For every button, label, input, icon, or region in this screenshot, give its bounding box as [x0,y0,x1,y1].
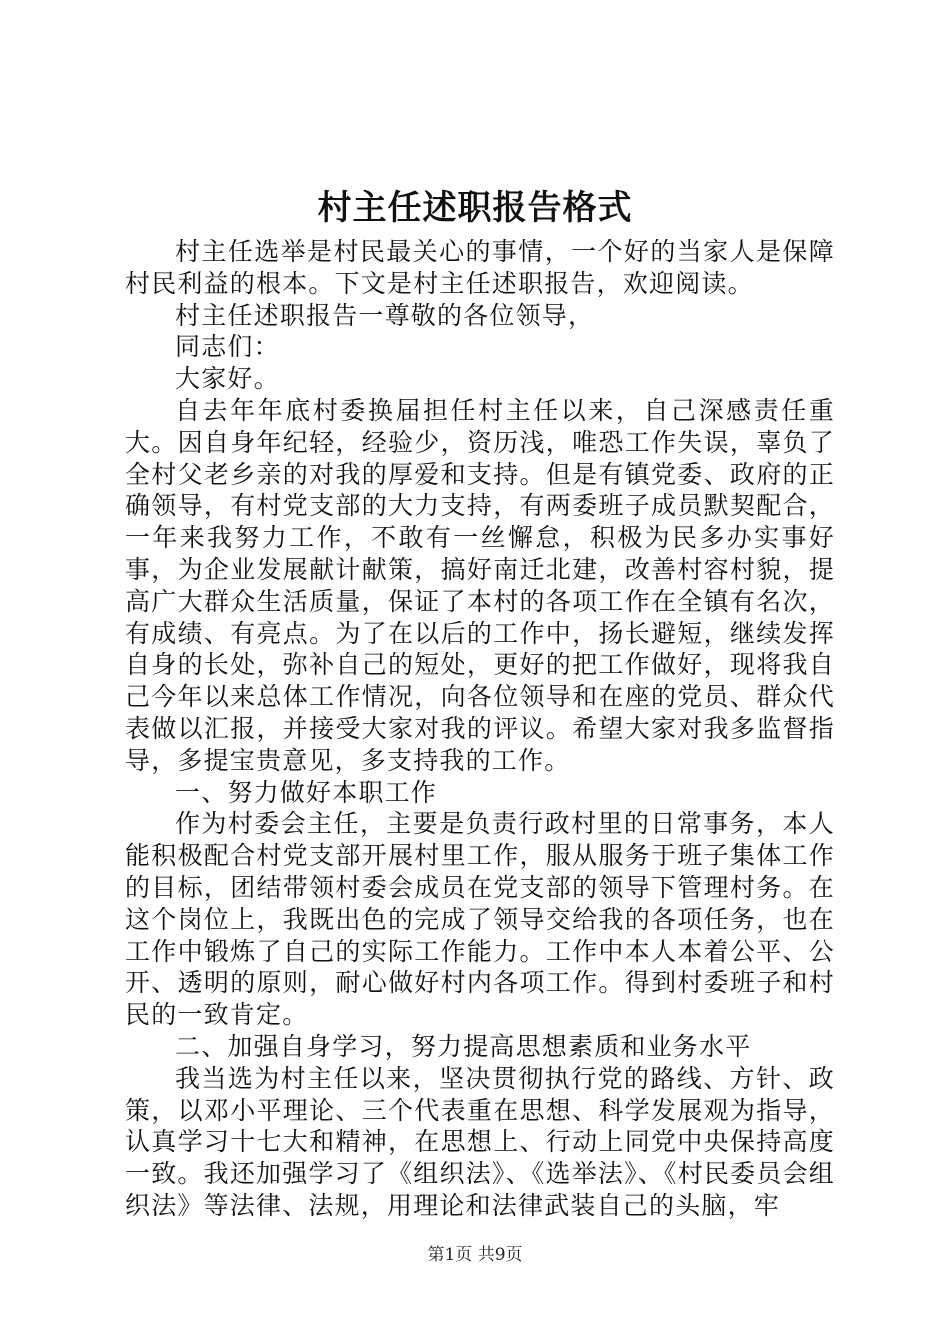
greeting-line: 大家好。 [175,364,280,394]
salutation-line: 村主任述职报告一尊敬的各位领导， [175,300,595,330]
page-footer: 第1页 共9页 [427,1245,523,1265]
opening-paragraph: 自去年年底村委换届担任村主任以来，自己深感责任重大。因自身年纪轻，经验少，资历浅，唯恐工作失误，辜负了全村父老乡亲的对我的厚爱和支持。但是有镇党委、政府的正确领导，有村党支部的大力支持，有两委班子成员默契配合，一年来我努力工作，不敢有一丝懈怠，积极为民多办实事好事，为企业发展献计献策，搞好南迁北建，改善村容村貌，提高广大群众生活质量，保证了本村的各项工作在全镇有名次，有成绩、有亮点。为了在以后的工作中，扬长避短，继续发挥自身的长处，弥补自己的短处，更好的把工作做好，现将我自己今年以来总体工作情况，向各位领导和在座的党员、群众代表做以汇报，并接受大家对我的评议。希望大家对我多监督指导，多提宝贵意见，多支持我的工作。 [125,395,835,775]
section-1-paragraph: 作为村委会主任，主要是负责行政村里的日常事务，本人能积极配合村党支部开展村里工作，服从服务于班子集体工作的目标，团结带领村委会成员在党支部的领导下管理村务。在这个岗位上，我既出色的完成了领导交给我的各项任务，也在工作中锻炼了自己的实际工作能力。工作中本人本着公平、公开、透明的原则，耐心做好村内各项工作。得到村委班子和村民的一致肯定。 [125,809,835,1030]
salutation-comrades: 同志们： [175,332,280,362]
section-heading-2: 二、加强自身学习，努力提高思想素质和业务水平 [175,1031,752,1061]
document-body [125,236,835,1222]
section-2-paragraph: 我当选为村主任以来，坚决贯彻执行党的路线、方针、政策，以邓小平理论、三个代表重在思想、科学发展观为指导，认真学习十七大和精神，在思想上、行动上同党中央保持高度一致。我还加强学习了《组织法》、《选举法》、《村民委员会组织法》等法律、法规，用理论和法律武装自己的头脑，牢 [125,1063,835,1220]
document-title: 村主任述职报告格式 [317,188,633,228]
intro-paragraph: 村主任选举是村民最关心的事情，一个好的当家人是保障村民利益的根本。下文是村主任述职报告，欢迎阅读。 [125,237,835,298]
section-heading-1: 一、努力做好本职工作 [175,777,438,807]
